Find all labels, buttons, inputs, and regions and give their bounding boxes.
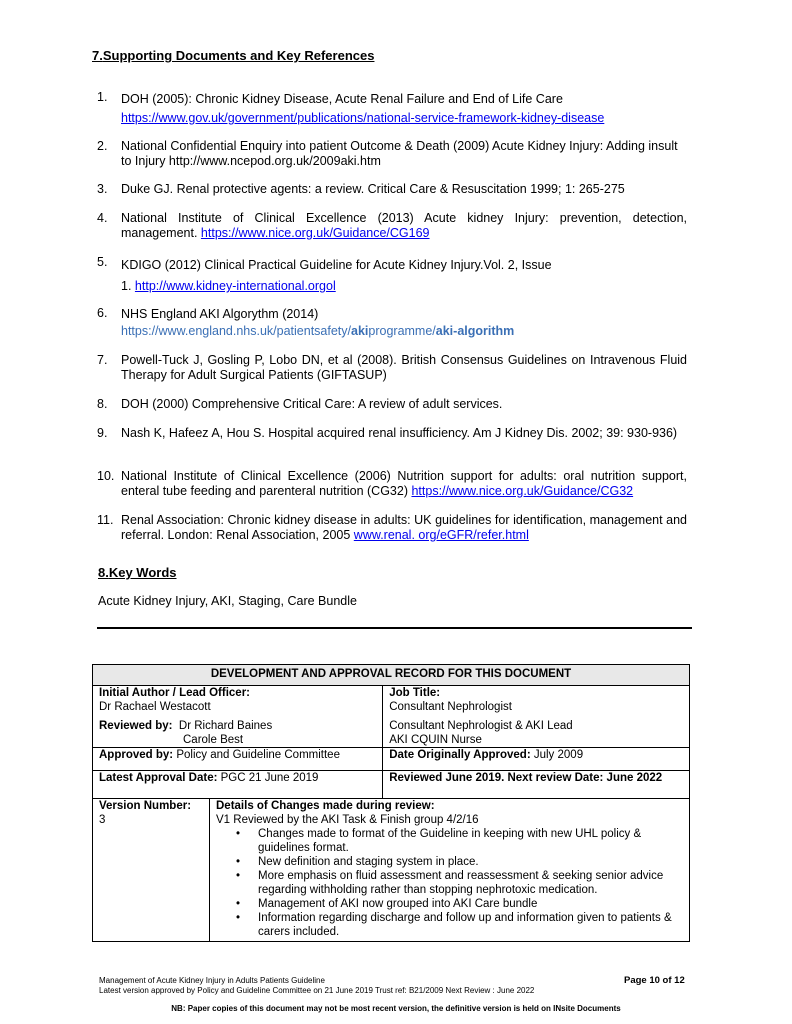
date-approved-cell (383, 748, 690, 771)
reference-number: 9. (97, 426, 108, 440)
reference-item (97, 90, 687, 128)
job-title-value: AKI CQUIN Nurse (389, 734, 482, 746)
reference-link[interactable]: https://www.gov.uk/government/publications/national-service-framework-kidney-disease (121, 111, 605, 125)
footer-note: NB: Paper copies of this document may not be most recent version, the definitive version is held on INsite Documents (171, 1004, 621, 1013)
footer-title: Management of Acute Kidney Injury in Adults Patients Guideline (99, 976, 325, 985)
version-cell (93, 799, 210, 942)
reference-number: 3. (97, 182, 108, 196)
job-title-value: Consultant Nephrologist & AKI Lead (389, 720, 573, 732)
reference-link[interactable]: www.renal. org/eGFR/refer.html (353, 528, 529, 542)
approval-record-table (92, 664, 690, 942)
reference-item (97, 211, 687, 241)
reference-text: Duke GJ. Renal protective agents: a review. Critical Care & Resuscitation 1999; 1: 265-275 (121, 182, 625, 196)
reference-number: 8. (97, 397, 108, 411)
section-title: Supporting Documents and Key References (102, 48, 375, 63)
job-title-cell (383, 686, 690, 748)
change-item: • New definition and staging system in place. (258, 855, 683, 869)
page-number: Page 10 of 12 (624, 975, 685, 986)
approved-by-cell (93, 748, 383, 771)
job-title-label: Job Title: (389, 687, 441, 699)
keywords-text: Acute Kidney Injury, AKI, Staging, Care Bundle (98, 594, 357, 608)
latest-approval-label: Latest Approval Date: (99, 772, 218, 784)
reference-url[interactable]: https://www.england.nhs.uk/patientsafety/akiprogramme/aki-algorithm (121, 324, 515, 338)
date-approved-label: Date Originally Approved: (389, 749, 531, 761)
reference-item (97, 426, 687, 441)
reference-link[interactable]: https://www.nice.org.uk/Guidance/CG169 (200, 226, 430, 240)
reference-text: KDIGO (2012) Clinical Practical Guideline for Acute Kidney Injury.Vol. 2, Issue (121, 258, 552, 272)
reference-text: National Institute of Clinical Excellence (2006) Nutrition support for adults: oral nutrition support, enteral tube feeding and parenteral nutrition (CG32) (121, 469, 687, 498)
reference-item (97, 306, 687, 340)
reference-number: 10. (97, 469, 115, 483)
reference-link[interactable]: https://www.nice.org.uk/Guidance/CG32 (411, 484, 634, 498)
review-date-cell: Reviewed June 2019. Next review Date: June 2022 (383, 771, 690, 799)
section-number: 8. (98, 565, 109, 580)
section-8-heading (98, 565, 177, 580)
horizontal-divider (97, 627, 692, 629)
reviewer-name: Dr Richard Baines (178, 720, 273, 732)
reference-text: DOH (2005): Chronic Kidney Disease, Acute Renal Failure and End of Life Care (121, 92, 563, 106)
reference-item (97, 513, 687, 543)
change-item: • Changes made to format of the Guideline in keeping with new UHL policy & guidelines format. (258, 827, 683, 855)
reference-item (97, 397, 687, 412)
reference-number: 7. (97, 353, 108, 367)
reference-number: 4. (97, 211, 108, 225)
approved-by-value: Policy and Guideline Committee (176, 749, 340, 761)
reference-text: DOH (2000) Comprehensive Critical Care: A review of adult services. (121, 397, 503, 411)
reference-number: 1. (97, 90, 108, 104)
author-value: Dr Rachael Westacott (99, 701, 211, 713)
reference-text: NHS England AKI Algorythm (2014) (121, 307, 319, 321)
reference-sub-number: 1. (121, 279, 132, 293)
reference-number: 2. (97, 139, 108, 153)
reference-link[interactable]: http://www.kidney-international.orgol (134, 279, 336, 293)
footer-approval: Latest version approved by Policy and Guideline Committee on 21 June 2019 Trust ref: B21/2009 Next Review : June 2022 (99, 986, 535, 995)
reference-item (97, 469, 687, 499)
reference-text: Nash K, Hafeez A, Hou S. Hospital acquired renal insufficiency. Am J Kidney Dis. 2002; 39: 930-936) (121, 426, 678, 440)
section-7-heading (92, 48, 374, 63)
reference-number: 6. (97, 306, 108, 320)
reference-text: Powell-Tuck J, Gosling P, Lobo DN, et al (2008). British Consensus Guidelines on Intravenous Fluid Therapy for Adult Surgical Patients (GIFTASUP) (121, 353, 687, 382)
author-cell (93, 686, 383, 748)
change-item: • Management of AKI now grouped into AKI Care bundle (258, 897, 683, 911)
section-number: 7. (92, 48, 103, 63)
section-title: Key Words (108, 565, 177, 580)
changes-list (216, 827, 683, 939)
reference-item (97, 353, 687, 383)
changes-cell (210, 799, 690, 942)
reference-number: 11. (97, 513, 114, 527)
reviewer-name: Carole Best (183, 734, 244, 746)
changes-label: Details of Changes made during review: (216, 800, 435, 812)
reference-text: National Institute of Clinical Excellence (2013) Acute kidney Injury: prevention, detection, management. (121, 211, 687, 240)
reference-item (97, 139, 687, 169)
version-label: Version Number: (99, 800, 192, 812)
record-title: DEVELOPMENT AND APPROVAL RECORD FOR THIS DOCUMENT (93, 665, 690, 686)
reference-item (97, 182, 687, 197)
date-approved-value: July 2009 (533, 749, 584, 761)
changes-intro: V1 Reviewed by the AKI Task & Finish group 4/2/16 (216, 814, 479, 826)
job-title-value: Consultant Nephrologist (389, 701, 512, 713)
latest-approval-value: PGC 21 June 2019 (220, 772, 319, 784)
reviewed-by-label: Reviewed by: (99, 720, 173, 732)
approved-by-label: Approved by: (99, 749, 174, 761)
reference-text: National Confidential Enquiry into patient Outcome & Death (2009) Acute Kidney Injury: Adding insult to Injury http://www.ncepod.org.uk/2009aki.htm (121, 139, 678, 168)
change-item: • Information regarding discharge and follow up and information given to patients & carers included. (258, 911, 683, 939)
author-label: Initial Author / Lead Officer: (99, 687, 250, 699)
reference-text: Renal Association: Chronic kidney disease in adults: UK guidelines for identification, management and referral. London: Renal Association, 2005 (121, 513, 687, 542)
reference-number: 5. (97, 255, 108, 269)
reference-item (97, 255, 687, 297)
change-item: • More emphasis on fluid assessment and reassessment & seeking senior advice regarding withholding rather than stopping nephrotoxic medication. (258, 869, 683, 897)
version-value: 3 (99, 814, 106, 826)
latest-approval-cell (93, 771, 383, 799)
